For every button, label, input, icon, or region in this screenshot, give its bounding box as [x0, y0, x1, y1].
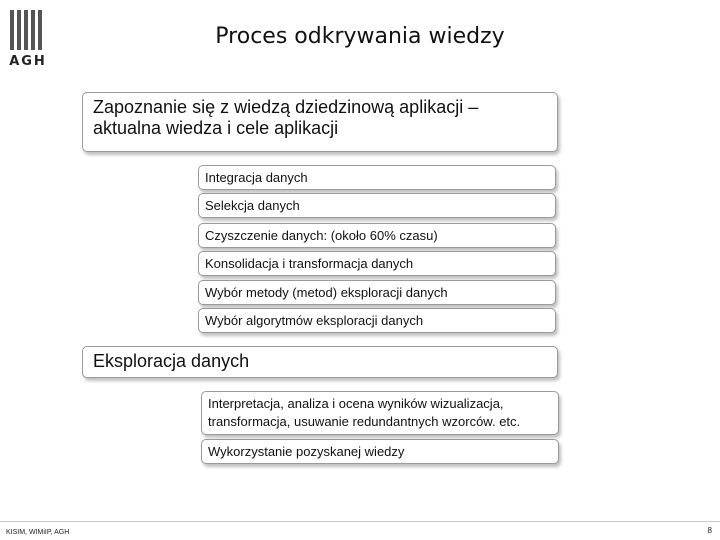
footer-affiliation: KISIM, WIMiIP, AGH — [6, 529, 70, 536]
page-number: 8 — [707, 526, 712, 535]
step-interpretation: Interpretacja, analiza i ocena wyników wizualizacja, transformacja, usuwanie redundantnych wzorców. etc. — [201, 391, 559, 435]
data-mining-box: Eksploracja danych — [82, 346, 558, 378]
step-consolidation: Konsolidacja i transformacja danych — [198, 251, 556, 276]
step-method-choice: Wybór metody (metod) eksploracji danych — [198, 280, 556, 305]
footer-divider — [0, 521, 720, 522]
step-selection: Selekcja danych — [198, 193, 556, 218]
domain-knowledge-box: Zapoznanie się z wiedzą dziedzinową aplikacji – aktualna wiedza i cele aplikacji — [82, 92, 558, 152]
step-algorithm-choice: Wybór algorytmów eksploracji danych — [198, 308, 556, 333]
step-integration: Integracja danych — [198, 165, 556, 190]
step-knowledge-usage: Wykorzystanie pozyskanej wiedzy — [201, 439, 559, 464]
logo-text: AGH — [9, 54, 47, 69]
step-cleaning: Czyszczenie danych: (około 60% czasu) — [198, 223, 556, 248]
page-title: Proces odkrywania wiedzy — [215, 24, 505, 49]
